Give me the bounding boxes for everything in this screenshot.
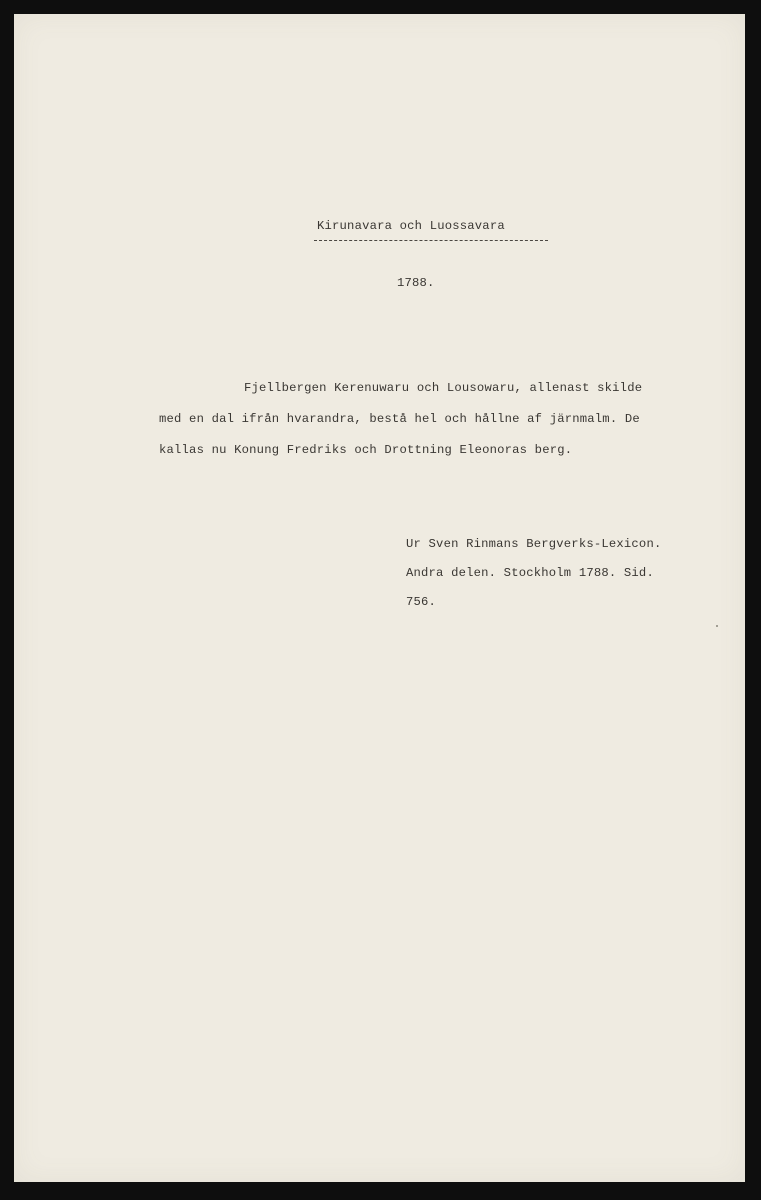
paragraph-line: kallas nu Konung Fredriks och Drottning Eleonoras berg. bbox=[159, 443, 573, 457]
citation-line: Ur Sven Rinmans Bergverks-Lexicon. bbox=[406, 537, 662, 551]
document-page bbox=[14, 14, 745, 1182]
paper-speck bbox=[716, 625, 718, 627]
citation-line: 756. bbox=[406, 595, 437, 609]
paragraph-line: Fjellbergen Kerenuwaru och Lousowaru, allenast skilde bbox=[244, 381, 643, 395]
paragraph-line: med en dal ifrån hvarandra, bestå hel och hållne af järnmalm. De bbox=[159, 412, 640, 426]
document-year: 1788. bbox=[397, 276, 435, 290]
title-underline bbox=[314, 240, 548, 241]
document-title: Kirunavara och Luossavara bbox=[317, 219, 505, 233]
citation-line: Andra delen. Stockholm 1788. Sid. bbox=[406, 566, 654, 580]
